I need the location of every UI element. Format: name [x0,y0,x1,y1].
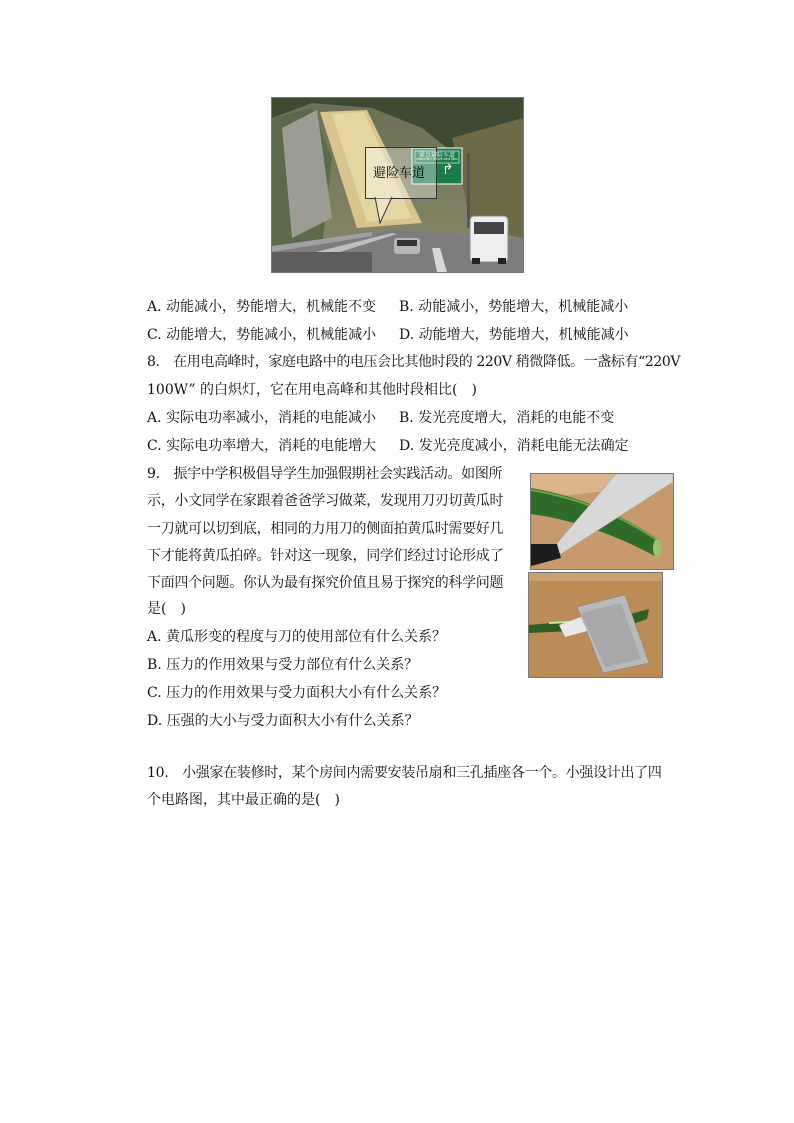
q9-option-b: B. 压力的作用效果与受力部位有什么关系？ [147,657,419,673]
q7-options-row-2 [147,326,629,344]
escape-ramp-photo [271,97,524,273]
q7-option-d: D. 动能增大，势能增大，机械能减小 [399,327,629,343]
cucumber-smash-illustration [529,573,662,677]
q9-option-c: C. 压力的作用效果与受力面积大小有什么关系？ [147,685,447,701]
q7-option-a: A. 动能减小，势能增大，机械能不变 [147,299,377,315]
q8-option-d: D. 发光亮度减小，消耗电能无法确定 [399,438,629,454]
q7-option-b: B. 动能减小，势能增大，机械能减小 [399,299,629,315]
q9-stem-line-2: 示，小文同学在家跟着爸爸学习做菜，发现用刀刃切黄瓜时 [147,493,504,509]
q8-options-row-1 [147,409,614,427]
q8-stem-line-2: 100W” 的白炽灯，它在用电高峰和其他时段相比( ) [147,382,477,398]
q7-option-c: C. 动能增大，势能减小，机械能减小 [147,327,377,343]
q9-stem-line-6: 是( ) [147,601,186,617]
q9-option-d: D. 压强的大小与受力面积大小有什么关系？ [147,713,419,729]
q10-stem-line-2: 个电路图，其中最正确的是( ) [147,792,340,808]
cucumber-smash-photo [528,572,663,678]
q8-option-c: C. 实际电功率增大，消耗的电能增大 [147,438,377,454]
q10-stem-line-1: 10. 小强家在装修时，某个房间内需要安装吊扇和三孔插座各一个。小强设计出了四 [147,765,662,781]
q8-stem-line-1: 8. 在用电高峰时，家庭电路中的电压会比其他时段的 220V 稍微降低。一盏标有“220V [147,354,681,370]
q7-options-row-1 [147,298,628,316]
q9-stem-line-1: 9. 振宇中学积极倡导学生加强假期社会实践活动。如图所 [147,466,503,482]
cucumber-cut-photo [530,473,674,570]
q9-option-a: A. 黄瓜形变的程度与刀的使用部位有什么关系？ [147,629,447,645]
q9-stem-line-5: 下面四个问题。你认为最有探究价值且易于探究的科学问题 [147,575,504,591]
sign-title: 紧急避险车道 [418,152,455,159]
q8-option-a: A. 实际电功率减小，消耗的电能减小 [147,410,377,426]
sign-arrow-icon: ↱ [442,162,454,178]
q8-option-b: B. 发光亮度增大，消耗的电能不变 [399,410,615,426]
q8-options-row-2 [147,437,629,455]
q9-stem-line-4: 下才能将黄瓜拍碎。针对这一现象，同学们经过讨论形成了 [147,548,504,564]
sign-subtitle: EMERGENCY ESCAPE RAMP AREA [416,158,458,161]
cucumber-cut-illustration [531,474,673,569]
callout-tail [272,98,523,272]
q9-stem-line-3: 一刀就可以切到底，相同的力用刀的侧面拍黄瓜时需要好几 [147,521,504,537]
callout-text: 避险车道 [373,166,426,181]
